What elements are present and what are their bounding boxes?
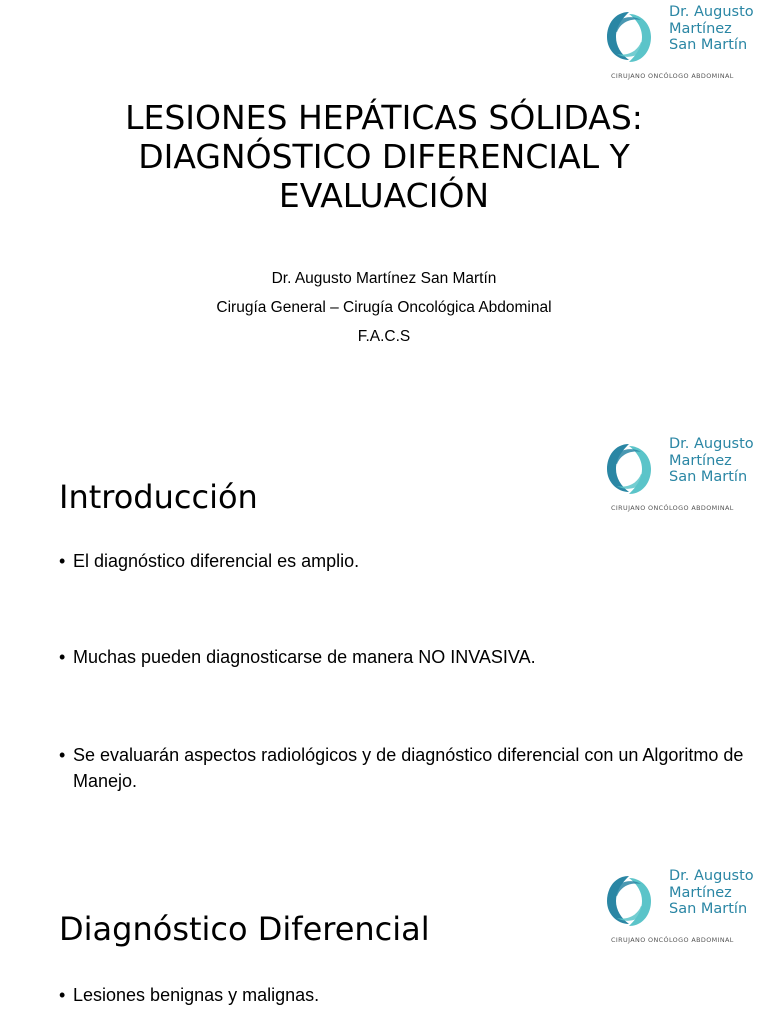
author-credential: F.A.C.S bbox=[357, 328, 411, 345]
section-title: Introducción bbox=[59, 478, 258, 516]
logo-subtitle: CIRUJANO ONCÓLOGO ABDOMINAL bbox=[611, 504, 734, 512]
logo-subtitle: CIRUJANO ONCÓLOGO ABDOMINAL bbox=[611, 936, 734, 944]
list-item: • El diagnóstico diferencial es amplio. bbox=[59, 548, 753, 574]
title-slide bbox=[0, 0, 768, 432]
main-title: LESIONES HEPÁTICAS SÓLIDAS: DIAGNÓSTICO DIFERENCIAL Y EVALUACIÓN bbox=[125, 98, 643, 215]
list-item: • Lesiones benignas y malignas. bbox=[59, 982, 753, 1008]
list-item: • Se evaluarán aspectos radiológicos y de diagnóstico diferencial con un Algoritmo de Manejo. bbox=[59, 742, 753, 794]
logo-name: Dr. Augusto Martínez San Martín bbox=[669, 868, 754, 917]
logo bbox=[593, 864, 768, 960]
section-title: Diagnóstico Diferencial bbox=[59, 910, 430, 948]
logo bbox=[593, 432, 768, 528]
circular-swirl-logo-icon bbox=[601, 6, 657, 68]
author-block bbox=[134, 264, 634, 351]
introduction-slide bbox=[0, 432, 768, 864]
circular-swirl-logo-icon bbox=[601, 870, 657, 932]
differential-diagnosis-slide bbox=[0, 864, 768, 1024]
logo-name: Dr. Augusto Martínez San Martín bbox=[669, 436, 754, 485]
list-item: • Muchas pueden diagnosticarse de manera NO INVASIVA. bbox=[59, 644, 753, 670]
circular-swirl-logo-icon bbox=[601, 438, 657, 500]
logo-subtitle: CIRUJANO ONCÓLOGO ABDOMINAL bbox=[611, 72, 734, 80]
logo-name: Dr. Augusto Martínez San Martín bbox=[669, 4, 754, 53]
logo bbox=[593, 0, 768, 96]
author-specialty: Cirugía General – Cirugía Oncológica Abdominal bbox=[216, 299, 552, 316]
author-name: Dr. Augusto Martínez San Martín bbox=[271, 270, 497, 287]
